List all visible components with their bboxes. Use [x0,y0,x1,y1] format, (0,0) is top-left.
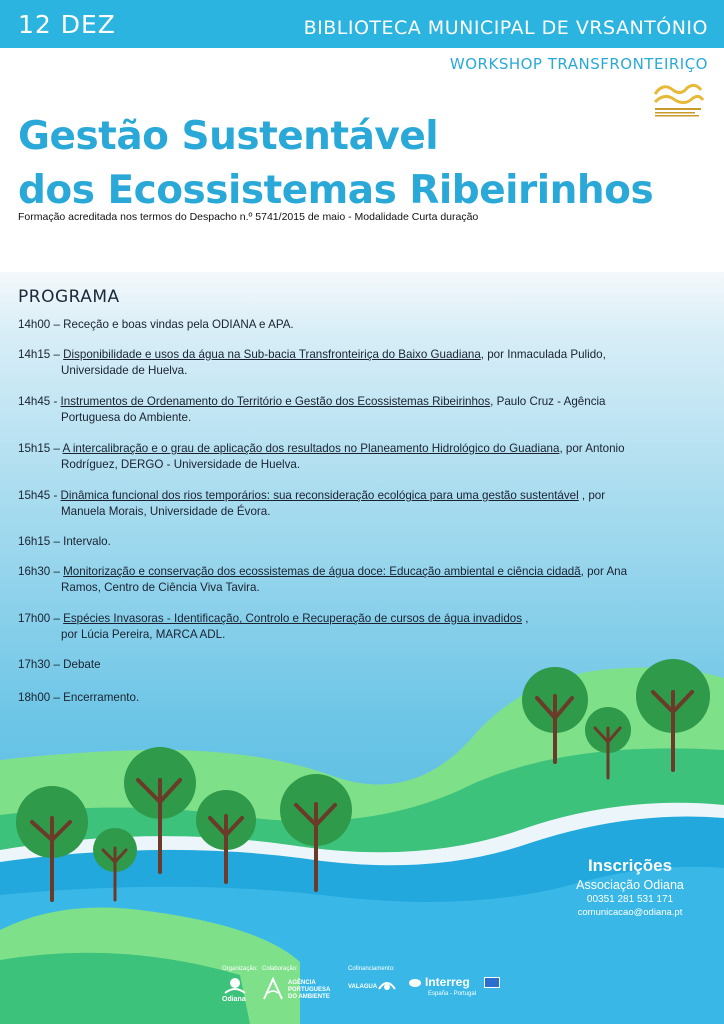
program-talk-title: Monitorização e conservação dos ecossistemas de água doce: Educação ambiental e ciência cidadã [63,565,581,578]
program-time: 16h30 – [18,565,64,578]
landscape-illustration [0,600,724,1024]
program-speaker: , Paulo Cruz - Agência [490,395,606,408]
program-time: 17h30 – [18,658,64,671]
title-line-1: Gestão Sustentável [18,114,439,159]
event-date: 12 DEZ [18,10,116,39]
program-speaker: , por [578,489,606,502]
program-speaker: , por Antonio [559,442,625,455]
program-time: 17h00 – [18,612,64,625]
eu-flag-icon [484,977,500,988]
program-speaker-continued: Universidade de Huelva. [61,364,188,377]
program-time: 14h00 – [18,318,64,331]
program-speaker: , por Ana [580,565,628,578]
program-speaker-continued: por Lúcia Pereira, MARCA ADL. [61,628,226,641]
interreg-subtext: España - Portugal [428,991,477,997]
program-talk-title: Dinâmica funcional dos rios temporários: sua reconsideração ecológica para uma gestão sustentável [60,489,579,502]
cofinanciamento-label: Cofinanciamento: [348,966,395,972]
accreditation-note: Formação acreditada nos termos do Despacho n.º 5741/2015 de maio - Modalidade Curta duração [18,211,479,223]
program-speaker-continued: Ramos, Centro de Ciência Viva Tavira. [61,581,260,594]
program-item [18,534,708,550]
apa-text-3: DO AMBIENTE [288,994,330,1000]
interreg-logo-icon [408,978,422,988]
program-speaker: Encerramento. [63,691,140,704]
program-speaker-continued: Manuela Morais, Universidade de Évora. [61,505,271,518]
colaboracao-label: Colaboração: [262,966,298,972]
program-item [18,317,708,333]
registration-org: Associação Odiana [576,878,684,892]
program-talk-title: A intercalibração e o grau de aplicação dos resultados no Planeamento Hidrológico do Guadiana [62,442,560,455]
valagua-logo-icon [378,977,396,993]
program-item [18,441,708,473]
apa-text-2: PORTUGUESA [288,987,331,993]
program-talk-title: Instrumentos de Ordenamento do Território e Gestão dos Ecossistemas Ribeirinhos [60,395,491,408]
program-speaker-continued: Portuguesa do Ambiente. [61,411,192,424]
program-item [18,394,708,426]
program-speaker: , por Inmaculada Pulido, [480,348,606,361]
registration-phone: 00351 281 531 171 [586,894,674,905]
apa-text-1: AGÊNCIA [288,980,316,986]
program-speaker: Debate [63,658,101,671]
sponsor-footer [0,964,724,1024]
top-banner [0,0,724,48]
program-time: 15h45 - [18,489,61,502]
program-time: 16h15 – [18,535,64,548]
program-time: 15h15 – [18,442,63,455]
program-time: 18h00 – [18,691,64,704]
organizacao-label: Organização: [222,966,258,972]
program-speaker: Receção e boas vindas pela ODIANA e APA. [63,318,294,331]
program-talk-title: Disponibilidade e usos da água na Sub-bacia Transfronteiriça do Baixo Guadiana [63,348,481,361]
interreg-logo-text: Interreg [425,975,470,989]
apa-logo-icon [262,977,284,1001]
program-time: 14h15 – [18,348,64,361]
registration-box [560,856,700,918]
program-time: 14h45 - [18,395,61,408]
odiana-logo-icon [224,977,246,995]
program-item [18,488,708,520]
program-heading: PROGRAMA [18,287,120,307]
program-speaker-continued: Rodríguez, DERGO - Universidade de Huelva. [61,458,301,471]
event-type: WORKSHOP TRANSFRONTEIRIÇO [449,55,708,73]
partner-logo-icon [651,80,705,120]
registration-email[interactable]: comunicacao@odiana.pt [577,907,683,918]
program-talk-title: Espécies Invasoras - Identificação, Controlo e Recuperação de cursos de água invadidos [63,612,523,625]
event-venue: BIBLIOTECA MUNICIPAL DE VRSANTÓNIO [303,17,708,39]
title-line-2: dos Ecossistemas Ribeirinhos [18,168,654,213]
valagua-logo-text: VALAGUA [348,984,378,990]
program-item [18,347,708,379]
program-speaker: , [522,612,529,625]
page-title [18,110,653,218]
program-speaker: Intervalo. [63,535,111,548]
odiana-logo-text: Odiana [222,996,246,1003]
program-item [18,564,708,596]
registration-title: Inscrições [587,856,673,875]
